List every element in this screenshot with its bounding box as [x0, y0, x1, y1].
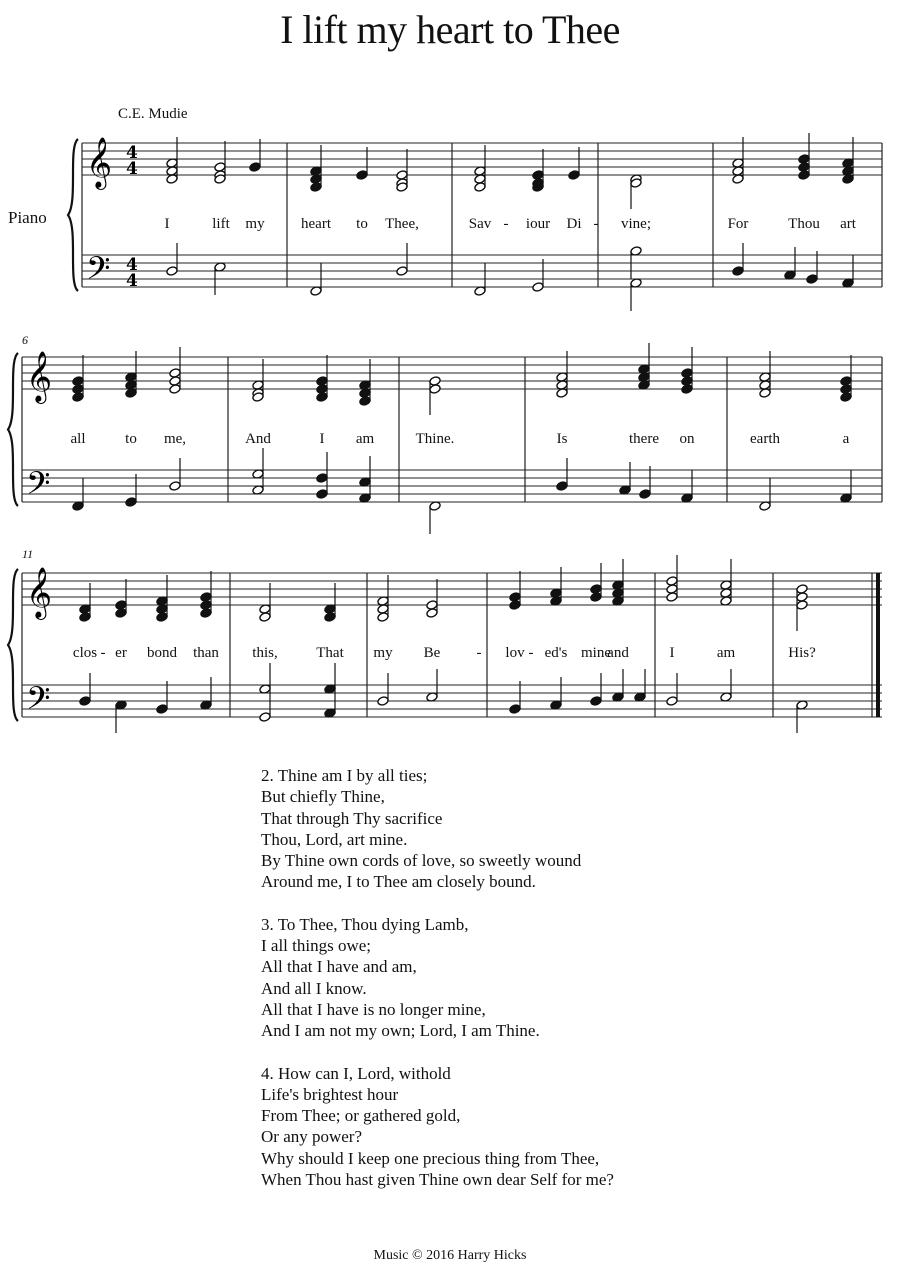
lyric-syllable: I: [319, 431, 325, 447]
notehead: [590, 696, 602, 707]
lyric-syllable: lift: [212, 216, 230, 232]
time-signature: 4: [126, 143, 138, 163]
verse-line: All that I have and am,: [261, 957, 417, 977]
instrument-label: Piano: [8, 208, 47, 227]
verse-line: Or any power?: [261, 1127, 363, 1147]
notehead: [310, 182, 322, 193]
time-signature: 4: [126, 255, 138, 275]
verse-line: Life's brightest hour: [261, 1084, 399, 1104]
brace-icon: [8, 569, 18, 721]
notehead: [556, 481, 568, 492]
notehead: [125, 497, 137, 508]
notehead: [590, 592, 602, 603]
verse-line: And I am not my own; Lord, I am Thine.: [261, 1021, 540, 1041]
notehead: [316, 473, 328, 484]
lyric-syllable: than: [193, 645, 219, 661]
lyric-syllable: I: [164, 216, 170, 232]
time-signature: 4: [126, 271, 138, 291]
lyric-syllable: heart: [301, 216, 331, 232]
lyric-syllable: That: [316, 645, 344, 661]
verses-block: [261, 765, 614, 1211]
page-title: I lift my heart to Thee: [280, 7, 620, 52]
lyric-syllable: Is: [556, 431, 568, 447]
lyric-syllable: Thee,: [385, 216, 419, 232]
lyric-syllable: I: [669, 645, 675, 661]
lyric-syllable: His?: [788, 645, 816, 661]
notehead: [259, 612, 271, 623]
notehead: [166, 266, 178, 277]
lyric-syllable: a: [842, 431, 850, 447]
lyric-syllable: And: [245, 431, 271, 447]
treble-clef-icon: 𝄞: [86, 137, 113, 188]
lyric-syllable: and: [607, 645, 629, 661]
lyric-syllable: Sav: [468, 216, 492, 232]
copyright-footer: Music © 2016 Harry Hicks: [373, 1248, 527, 1263]
lyric-syllable: all: [70, 431, 86, 447]
notehead: [666, 696, 678, 707]
lyric-syllable: my: [373, 645, 393, 661]
lyric-syllable: Be: [423, 645, 441, 661]
notehead: [732, 266, 744, 277]
composer-credit: C.E. Mudie: [118, 106, 188, 122]
lyric-hyphen: -: [476, 645, 482, 661]
lyric-syllable: er: [115, 645, 127, 661]
treble-clef-icon: 𝄞: [26, 351, 53, 402]
verse-line: When Thou hast given Thine own dear Self for me?: [261, 1170, 614, 1190]
verse-line: By Thine own cords of love, so sweetly wound: [261, 851, 582, 871]
verse-line: And all I know.: [261, 978, 367, 998]
stanza-3: [261, 914, 614, 1042]
verse-line: Around me, I to Thee am closely bound.: [261, 872, 536, 892]
notehead: [532, 282, 544, 293]
lyric-syllable: Di: [566, 216, 582, 232]
notehead: [568, 170, 580, 181]
lyric-syllable: to: [125, 431, 137, 447]
final-barline: [876, 573, 880, 717]
notehead: [359, 396, 371, 407]
lyric-syllable: me,: [163, 431, 187, 447]
notehead: [509, 600, 521, 611]
notehead: [115, 608, 127, 619]
lyric-syllable: clos: [72, 645, 98, 661]
lyric-syllable: there: [629, 431, 659, 447]
notehead: [79, 612, 91, 623]
notehead: [796, 600, 808, 611]
lyric-syllable: vine;: [621, 216, 651, 232]
notehead: [79, 696, 91, 707]
verse-line: 3. To Thee, Thou dying Lamb,: [261, 914, 469, 934]
notehead: [377, 612, 389, 623]
notehead: [426, 608, 438, 619]
stanza-4: [261, 1063, 614, 1191]
verse-line: All that I have is no longer mine,: [261, 999, 486, 1019]
lyric-syllable: Thou: [788, 216, 820, 232]
verse-line: But chiefly Thine,: [261, 787, 385, 807]
lyric-syllable: my: [245, 216, 265, 232]
verse-line: Why should I keep one precious thing from Thee,: [261, 1148, 600, 1168]
lyric-syllable: this,: [252, 645, 278, 661]
stanza-2: [261, 765, 614, 893]
notehead: [356, 170, 368, 181]
notehead: [509, 704, 521, 715]
notehead: [72, 392, 84, 403]
lyric-syllable: bond: [147, 645, 177, 661]
notehead: [429, 384, 441, 395]
notehead: [249, 162, 261, 173]
notehead: [377, 696, 389, 707]
brace-icon: [8, 353, 18, 506]
time-signature: 4: [126, 159, 138, 179]
verse-line: Thou, Lord, art mine.: [261, 829, 408, 849]
lyric-syllable: earth: [750, 431, 780, 447]
notehead: [156, 612, 168, 623]
lyric-syllable: mine: [581, 645, 611, 661]
verse-line: I all things owe;: [261, 936, 372, 956]
notehead: [798, 170, 810, 181]
brace-icon: [68, 139, 78, 291]
measure-number-11: 11: [22, 547, 34, 561]
lyric-hyphen: -: [528, 645, 534, 661]
notehead: [396, 266, 408, 277]
lyric-syllable: lov: [505, 645, 525, 661]
bass-clef-icon: 𝄢: [26, 680, 51, 724]
notehead: [200, 608, 212, 619]
notehead: [316, 489, 328, 500]
notehead: [259, 712, 271, 723]
bass-clef-icon: 𝄢: [86, 250, 111, 294]
lyric-syllable: am: [716, 645, 736, 661]
lyric-syllable: on: [679, 431, 695, 447]
bass-clef-icon: 𝄢: [26, 465, 51, 509]
lyric-hyphen: -: [503, 216, 509, 232]
notehead: [639, 489, 651, 500]
lyric-syllable: art: [840, 216, 856, 232]
lyric-hyphen: -: [100, 645, 106, 661]
verse-line: From Thee; or gathered gold,: [261, 1106, 461, 1126]
lyric-syllable: For: [727, 216, 749, 232]
notehead: [681, 384, 693, 395]
notehead: [840, 392, 852, 403]
verse-line: That through Thy sacrifice: [261, 808, 443, 828]
lyric-syllable: am: [355, 431, 375, 447]
lyric-syllable: iour: [525, 216, 551, 232]
notehead: [169, 481, 181, 492]
lyric-syllable: to: [356, 216, 368, 232]
notehead: [666, 592, 678, 603]
lyric-hyphen: -: [593, 216, 599, 232]
notehead: [156, 704, 168, 715]
notehead: [474, 182, 486, 193]
notehead: [324, 612, 336, 623]
treble-clef-icon: 𝄞: [26, 567, 53, 618]
verse-line: 4. How can I, Lord, withold: [261, 1063, 451, 1083]
verse-line: 2. Thine am I by all ties;: [261, 766, 428, 785]
notehead: [806, 274, 818, 285]
measure-number-6: 6: [22, 333, 28, 347]
lyric-syllable: ed's: [544, 645, 568, 661]
notehead: [316, 392, 328, 403]
notehead: [169, 384, 181, 395]
lyric-syllable: Thine.: [415, 431, 455, 447]
